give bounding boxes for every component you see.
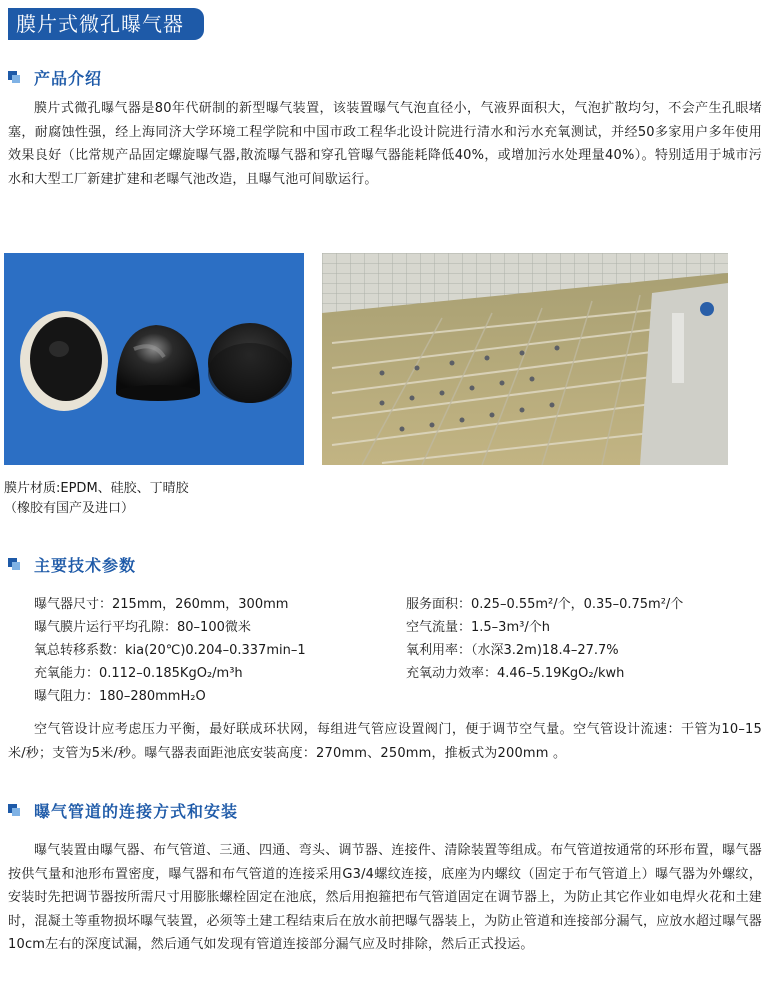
material-caption-line1: 膜片材质:EPDM、硅胶、丁晴胶 xyxy=(4,481,189,496)
spec-column-right xyxy=(406,593,683,685)
intro-paragraph: 膜片式微孔曝气器是80年代研制的新型曝气装置，该装置曝气气泡直径小，气液界面积大，气泡扩散均匀，不会产生孔眼堵塞，耐腐蚀性强，经上海同济大学环境工程学院和中国市政工程华北设计院进行清水和污水充氧测试，并经50多家用户多年使用效果良好（比常规产品固定螺旋曝气器,散流曝气器和穿孔管曝气器能耗降低40%，或增加污水处理量40%）。特别适用于城市污水和大型工厂新建扩建和老曝气池改造，且曝气池可间歇运行。 xyxy=(8,101,762,187)
spec-item: 充氧动力效率：4.46–5.19KgO₂/kwh xyxy=(406,666,625,681)
page-title: 膜片式微孔曝气器 xyxy=(8,8,204,40)
spec-item: 氧利用率：（水深3.2m)18.4–27.7% xyxy=(406,643,619,658)
section-title-specs: 主要技术参数 xyxy=(34,555,137,575)
spec-item: 充氧能力：0.112–0.185KgO₂/m³h xyxy=(34,666,243,681)
section-title-intro: 产品介绍 xyxy=(34,68,103,88)
install-paragraph: 曝气装置由曝气器、布气管道、三通、四通、弯头、调节器、连接件、清除装置等组成。布气管道按通常的环形布置，曝气器按供气量和池形布置密度，曝气器和布气管道的连接采用G3/4螺纹连接，底座为内螺纹（固定于布气管道上）曝气器为外螺纹，安装时先把调节器按所需尺寸用膨胀螺栓固定在池底，然后用抱箍把布气管道固定在调节器上，为防止其它作业如电焊火花和土建时，混凝土等重物损坏曝气装置，必须等土建工程结束后在放水前把曝气器装上，为防止管道和连接部分漏气，应放水超过曝气器10cm左右的深度试漏，然后通气如发现有管道连接部分漏气应及时排除，然后正式投运。 xyxy=(8,843,762,952)
spec-item: 曝气膜片运行平均孔隙：80–100微米 xyxy=(34,620,251,635)
spec-item: 空气流量：1.5–3m³/个h xyxy=(406,620,550,635)
diffuser-product-photo xyxy=(4,253,304,465)
spec-params xyxy=(34,593,764,709)
section-header-specs xyxy=(8,553,136,575)
material-caption-line2: （橡胶有国产及进口） xyxy=(4,501,135,516)
spec-item: 氧总转移系数：kia(20℃)0.204–0.337min–1 xyxy=(34,643,306,658)
section-header-intro xyxy=(8,66,102,88)
section-title-install: 曝气管道的连接方式和安装 xyxy=(34,801,239,821)
square-bullet-icon xyxy=(8,558,20,570)
spec-item: 服务面积：0.25–0.55m²/个，0.35–0.75m²/个 xyxy=(406,597,684,612)
section-header-install xyxy=(8,799,238,821)
square-bullet-icon xyxy=(8,804,20,816)
spec-item: 曝气器尺寸：215mm，260mm，300mm xyxy=(34,597,289,612)
aeration-tank-photo xyxy=(322,253,728,465)
spec-column-left xyxy=(34,593,306,708)
spec-item: 曝气阻力：180–280mmH₂O xyxy=(34,689,206,704)
square-bullet-icon xyxy=(8,71,20,83)
spec-note-paragraph: 空气管设计应考虑压力平衡，最好联成环状网，每组进气管应设置阀门，便于调节空气量。空气管设计流速：干管为10–15米/秒；支管为5米/秒。曝气器表面距池底安装高度：270mm、250mm，推板式为200mm 。 xyxy=(8,722,762,761)
